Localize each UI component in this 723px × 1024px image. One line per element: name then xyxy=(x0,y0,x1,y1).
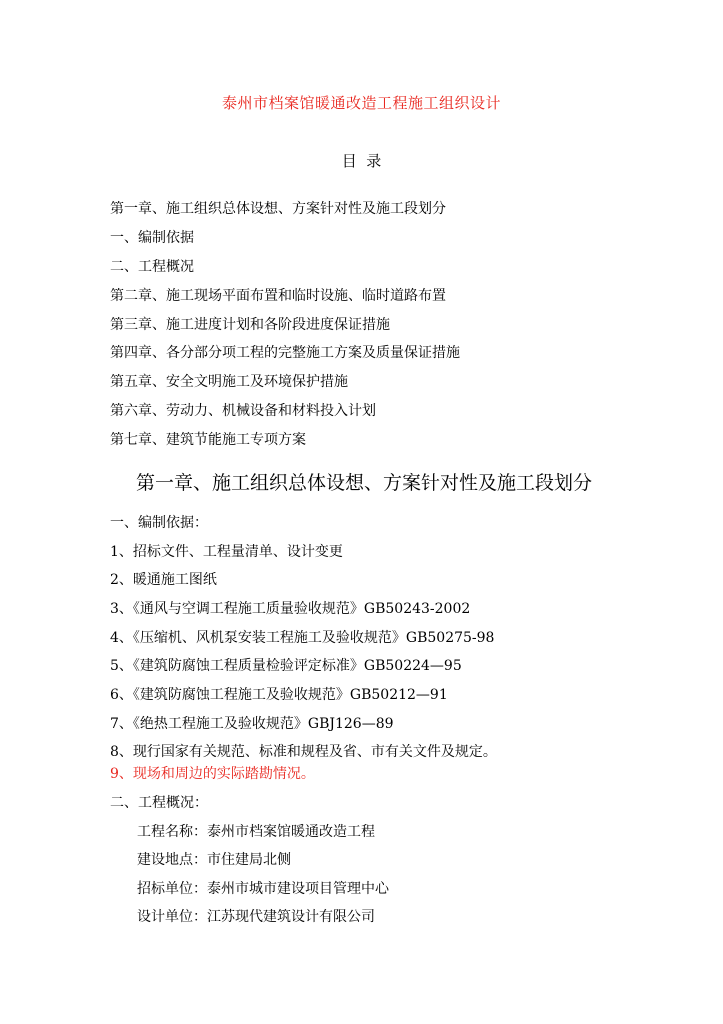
overview-item: 工程名称：泰州市档案馆暖通改造工程 xyxy=(137,824,375,840)
list-item: 5、《建筑防腐蚀工程质量检验评定标准》GB50224—95 xyxy=(110,658,462,674)
toc-item: 第六章、劳动力、机械设备和材料投入计划 xyxy=(110,403,376,419)
toc-item: 二、工程概况 xyxy=(110,259,194,275)
overview-item: 设计单位：江苏现代建筑设计有限公司 xyxy=(137,909,375,925)
section-heading: 一、编制依据： xyxy=(110,515,208,531)
list-item-highlighted: 9、现场和周边的实际踏勘情况。 xyxy=(110,766,315,782)
chapter-heading: 第一章、施工组织总体设想、方案针对性及施工段划分 xyxy=(136,472,593,494)
toc-item: 第三章、施工进度计划和各阶段进度保证措施 xyxy=(110,317,390,333)
overview-item: 招标单位：泰州市城市建设项目管理中心 xyxy=(137,881,389,897)
list-item: 4、《压缩机、风机泵安装工程施工及验收规范》GB50275-98 xyxy=(110,630,495,646)
section-heading: 二、工程概况： xyxy=(110,795,208,811)
toc-item: 第一章、施工组织总体设想、方案针对性及施工段划分 xyxy=(110,201,446,217)
toc-item: 第五章、安全文明施工及环境保护措施 xyxy=(110,374,348,390)
toc-item: 第四章、各分部分项工程的完整施工方案及质量保证措施 xyxy=(110,345,460,361)
list-item: 8、现行国家有关规范、标准和规程及省、市有关文件及规定。 xyxy=(110,744,497,760)
toc-item: 第二章、施工现场平面布置和临时设施、临时道路布置 xyxy=(110,288,446,304)
toc-item: 第七章、建筑节能施工专项方案 xyxy=(110,432,306,448)
toc-heading: 目 录 xyxy=(341,152,382,170)
list-item: 1、招标文件、工程量清单、设计变更 xyxy=(110,544,343,560)
overview-item: 建设地点：市住建局北侧 xyxy=(137,852,291,868)
list-item: 3、《通风与空调工程施工质量验收规范》GB50243-2002 xyxy=(110,601,471,617)
list-item: 7、《绝热工程施工及验收规范》GBJ126—89 xyxy=(110,716,394,732)
toc-item: 一、编制依据 xyxy=(110,230,194,246)
list-item: 6、《建筑防腐蚀工程施工及验收规范》GB50212—91 xyxy=(110,687,448,703)
document-title: 泰州市档案馆暖通改造工程施工组织设计 xyxy=(221,94,501,112)
list-item: 2、暖通施工图纸 xyxy=(110,572,217,588)
